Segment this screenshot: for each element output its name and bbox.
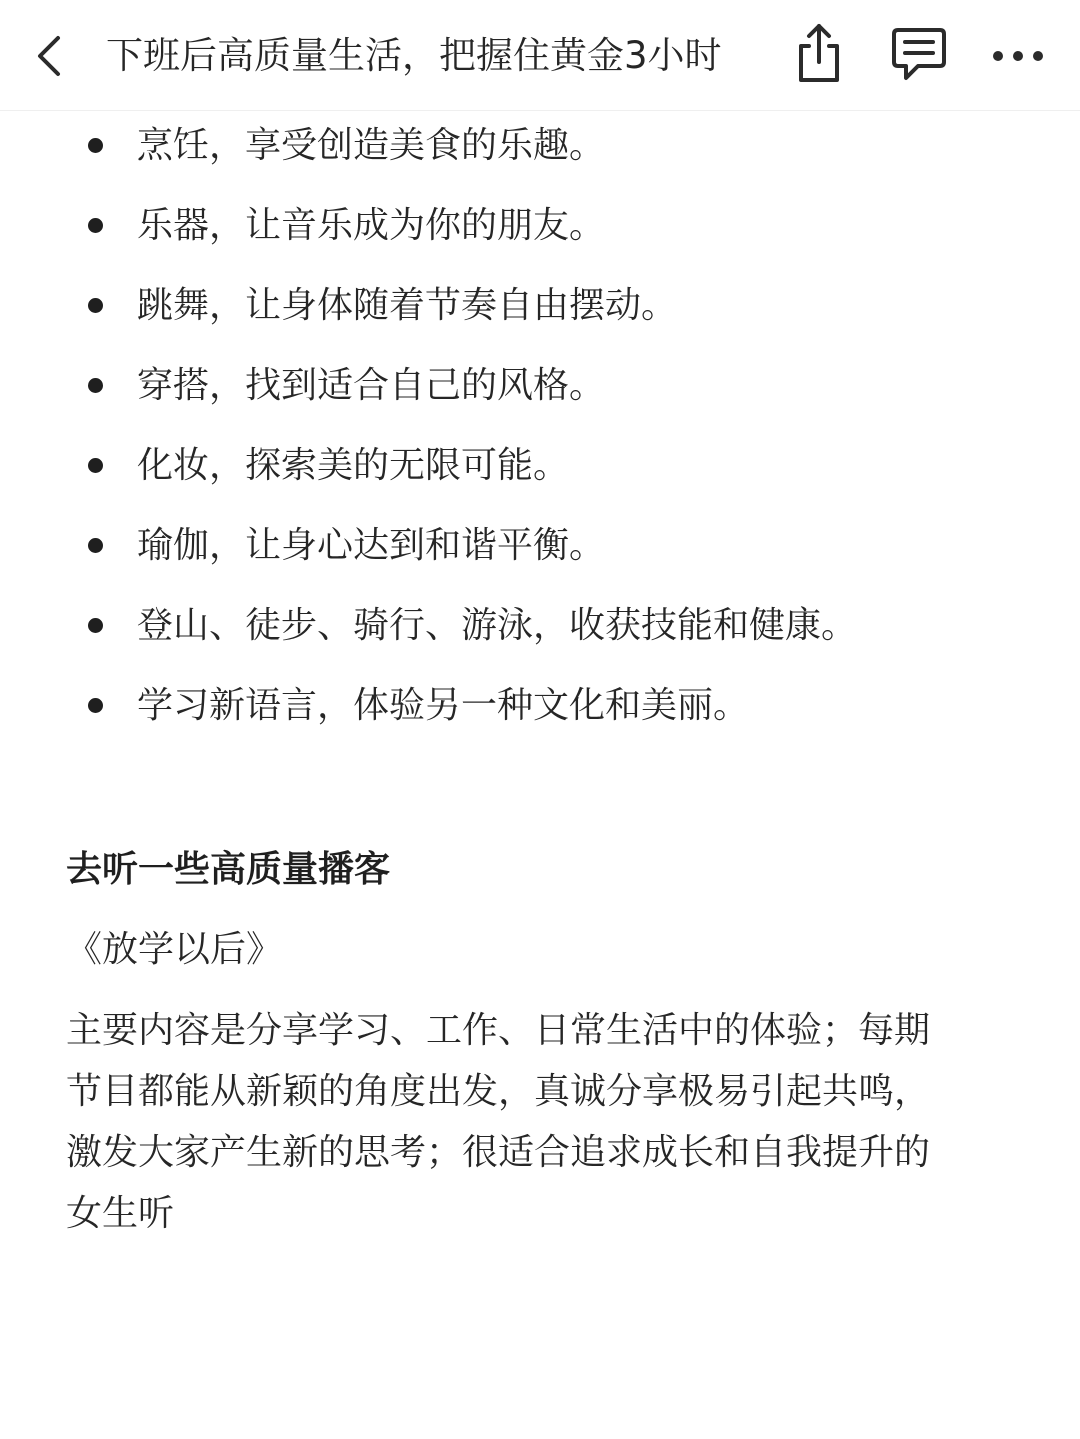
bullet-dot — [88, 218, 103, 233]
bullet-dot — [88, 378, 103, 393]
more-button[interactable] — [988, 22, 1052, 86]
back-button[interactable] — [28, 28, 72, 84]
note-content — [0, 110, 1080, 1234]
list-item — [0, 510, 1080, 590]
top-navigation-bar — [0, 0, 1080, 111]
list-item-text: 登山、徒步、骑行、游泳，收获技能和健康。 — [137, 605, 858, 646]
list-item-text: 烹饪，享受创造美食的乐趣。 — [137, 125, 606, 166]
list-item — [0, 270, 1080, 350]
description-line: 节目都能从新颖的角度出发，真诚分享极易引起共鸣， — [66, 1071, 931, 1112]
list-item — [0, 350, 1080, 430]
bullet-dot — [88, 458, 103, 473]
section-heading: 去听一些高质量播客 — [66, 849, 391, 890]
list-item — [0, 110, 1080, 190]
list-item-text: 乐器，让音乐成为你的朋友。 — [137, 205, 606, 246]
bullet-dot — [88, 138, 103, 153]
bullet-dot — [88, 298, 103, 313]
share-button[interactable] — [789, 22, 849, 86]
bullet-dot — [88, 538, 103, 553]
list-item-text: 跳舞，让身体随着节奏自由摆动。 — [137, 285, 678, 326]
bullet-dot — [88, 618, 103, 633]
list-item — [0, 670, 1080, 750]
chevron-left-icon — [28, 28, 72, 84]
hobby-list — [0, 110, 1080, 750]
list-item-text: 学习新语言，体验另一种文化和美丽。 — [137, 685, 750, 726]
podcast-title: 《放学以后》 — [66, 929, 283, 970]
comment-button[interactable] — [888, 22, 948, 86]
bullet-dot — [88, 698, 103, 713]
list-item — [0, 430, 1080, 510]
description-line: 女生听 — [66, 1193, 175, 1234]
list-item-text: 化妆，探索美的无限可能。 — [137, 445, 570, 486]
more-horizontal-icon — [988, 22, 1052, 86]
list-item — [0, 590, 1080, 670]
list-item-text: 穿搭，找到适合自己的风格。 — [137, 365, 606, 406]
page-title: 下班后高质量生活，把握住黄金3小时 — [106, 34, 722, 77]
podcast-description — [66, 1000, 1006, 1244]
description-line: 激发大家产生新的思考；很适合追求成长和自我提升的 — [66, 1132, 931, 1173]
share-icon — [789, 22, 849, 86]
list-item-text: 瑜伽，让身心达到和谐平衡。 — [137, 525, 606, 566]
list-item — [0, 190, 1080, 270]
comment-icon — [888, 22, 948, 86]
description-line: 主要内容是分享学习、工作、日常生活中的体验；每期 — [66, 1010, 931, 1051]
